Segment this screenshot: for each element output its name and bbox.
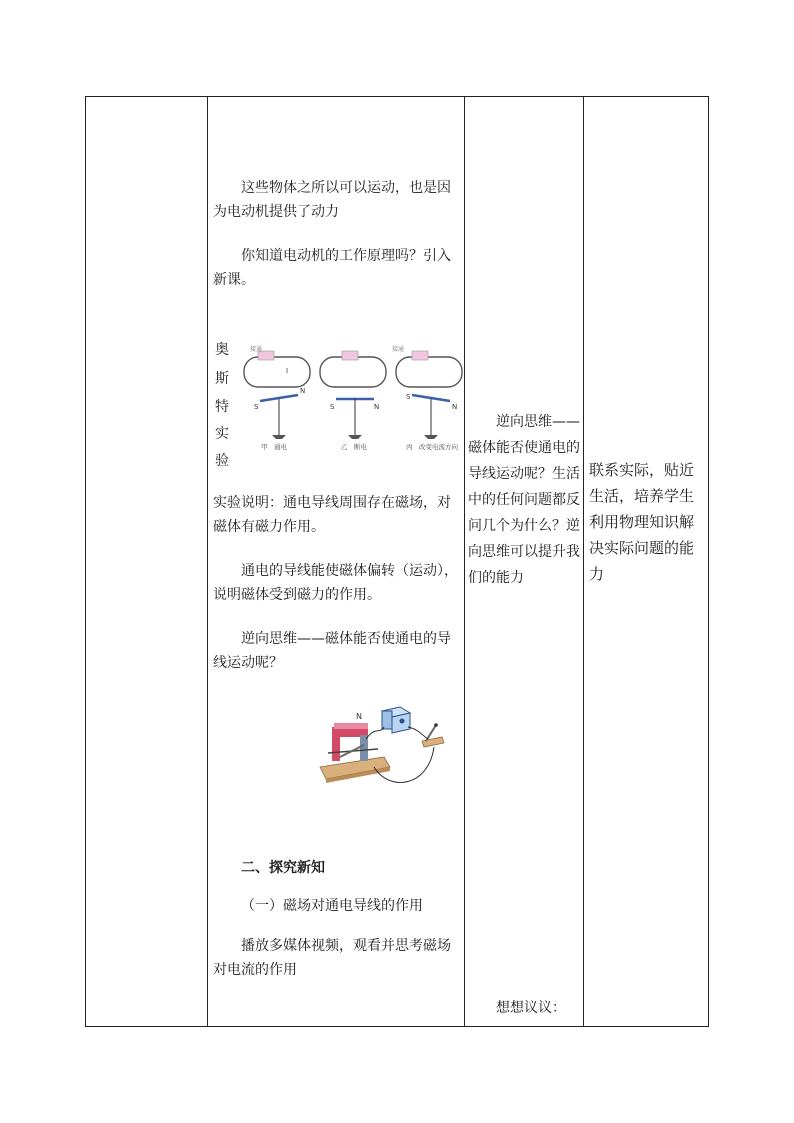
oersted-label-char: 特	[215, 399, 229, 415]
magnet-wire-apparatus-figure	[318, 705, 450, 795]
paragraph-experiment-note: 实验说明：通电导线周围存在磁场，对磁体有磁力作用。	[213, 495, 451, 535]
column-divider	[207, 97, 208, 1026]
figure-caption: 乙 断电	[341, 443, 367, 451]
switch-tag: 接通	[250, 346, 263, 353]
paragraph-magnet-force: 通电的导线能使磁体偏转（运动），说明磁体受到磁力的作用。	[213, 563, 458, 603]
paragraph-motor-power: 这些物体之所以可以运动，也是因为电动机提供了动力	[213, 180, 451, 220]
pole-s-label: S	[406, 393, 411, 401]
column-divider	[583, 97, 584, 1026]
column-divider	[464, 97, 465, 1026]
oersted-label-char: 斯	[215, 371, 229, 387]
current-label: I	[286, 367, 289, 375]
oersted-label-char: 验	[215, 453, 229, 469]
figure-caption: 甲 通电	[261, 443, 287, 451]
pole-s-label: S	[254, 403, 259, 411]
paragraph-play-video: 播放多媒体视频，观看并思考磁场对电流的作用	[213, 938, 451, 978]
paragraph-motor-principle: 你知道电动机的工作原理吗？引入新课。	[213, 248, 451, 288]
pole-n-label: N	[374, 403, 380, 411]
oersted-label-char: 实	[215, 426, 229, 442]
pole-s-label: S	[330, 403, 335, 411]
figure-caption: 丙 改变电流方向	[406, 443, 458, 451]
section-heading: 二、探究新知	[241, 860, 325, 876]
pole-n-label: N	[452, 403, 458, 411]
paragraph-reverse-thinking: 逆向思维——磁体能否使通电的导线运动呢？	[213, 631, 451, 671]
purpose-text: 联系实际，贴近生活，培养学生利用物理知识解决实际问题的能力	[589, 461, 695, 583]
design-intent-text: 逆向思维——磁体能否使通电的导线运动呢？生活中的任何问题都反问几个为什么？逆向思维可以提升我们的能力	[468, 414, 580, 586]
oersted-experiment-figure	[242, 343, 464, 453]
subsection-heading: （一）磁场对通电导线的作用	[241, 898, 423, 914]
oersted-label-char: 奥	[215, 342, 229, 358]
switch-tag: 接通	[392, 346, 405, 353]
magnet-n-label: N	[356, 712, 362, 721]
think-discuss-label: 想想议议：	[496, 1000, 566, 1016]
pole-n-label: N	[300, 387, 306, 395]
